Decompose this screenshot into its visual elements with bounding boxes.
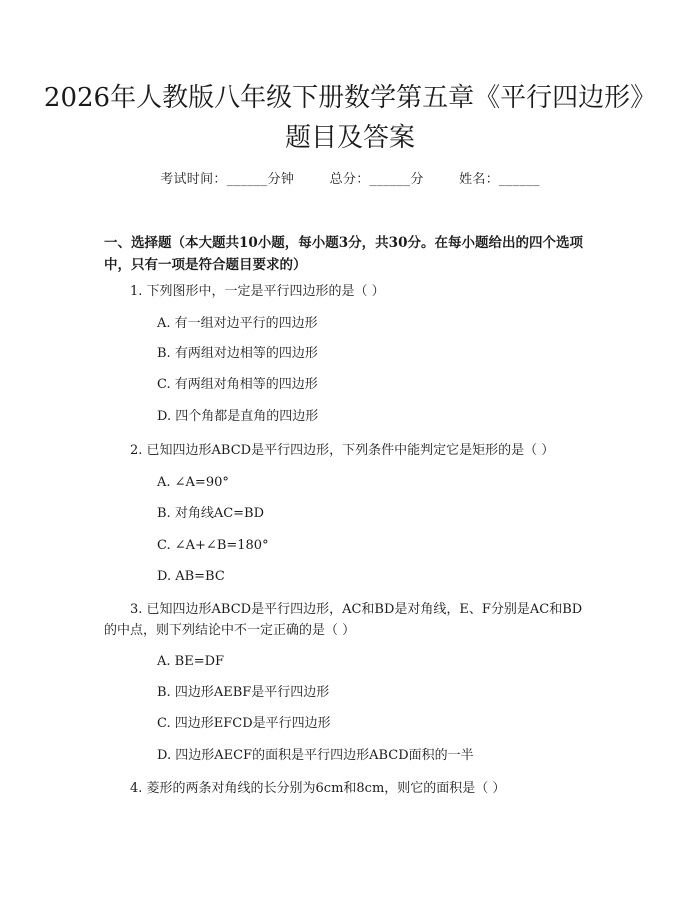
question-1: 1. 下列图形中，一定是平行四边形的是（ ） [130, 284, 385, 299]
score-label: 总分： [329, 172, 370, 187]
page-title: 2026年人教版八年级下册数学第五章《平行四边形》题目及答案 [43, 83, 657, 153]
score-blank: ______ [369, 172, 411, 187]
q3-option-b: B. 四边形AEBF是平行四边形 [157, 685, 330, 700]
q1-option-c: C. 有两组对角相等的四边形 [157, 377, 318, 392]
question-4: 4. 菱形的两条对角线的长分别为6cm和8cm，则它的面积是（ ） [130, 781, 506, 796]
q2-option-d: D. AB=BC [157, 569, 225, 584]
q3-option-d: D. 四边形AECF的面积是平行四边形ABCD面积的一半 [157, 748, 474, 763]
q3-option-a: A. BE=DF [157, 654, 225, 669]
time-blank: ______ [226, 172, 268, 187]
question-3-line1: 3. 已知四边形ABCD是平行四边形，AC和BD是对角线，E、F分别是AC和BD [130, 602, 583, 617]
question-2: 2. 已知四边形ABCD是平行四边形，下列条件中能判定它是矩形的是（ ） [130, 443, 555, 458]
score-unit: 分 [410, 172, 424, 187]
q3-option-c: C. 四边形EFCD是平行四边形 [157, 716, 331, 731]
q2-option-a: A. ∠A=90° [157, 475, 229, 490]
question-3-line2: 的中点，则下列结论中不一定正确的是（ ） [104, 623, 356, 638]
q1-option-a: A. 有一组对边平行的四边形 [157, 316, 318, 331]
section-heading: 一、选择题（本大题共10小题，每小题3分，共30分。在每小题给出的四个选项中，只有一项是符合题目要求的） [104, 235, 583, 273]
name-blank: ______ [499, 172, 540, 187]
q1-option-d: D. 四个角都是直角的四边形 [157, 409, 319, 424]
q1-option-b: B. 有两组对边相等的四边形 [157, 346, 318, 361]
time-label: 考试时间： [160, 172, 227, 187]
name-label: 姓名： [459, 172, 499, 187]
time-unit: 分钟 [267, 172, 295, 187]
q2-option-b: B. 对角线AC=BD [157, 506, 265, 521]
exam-meta [0, 168, 700, 187]
q2-option-c: C. ∠A+∠B=180° [157, 538, 269, 553]
